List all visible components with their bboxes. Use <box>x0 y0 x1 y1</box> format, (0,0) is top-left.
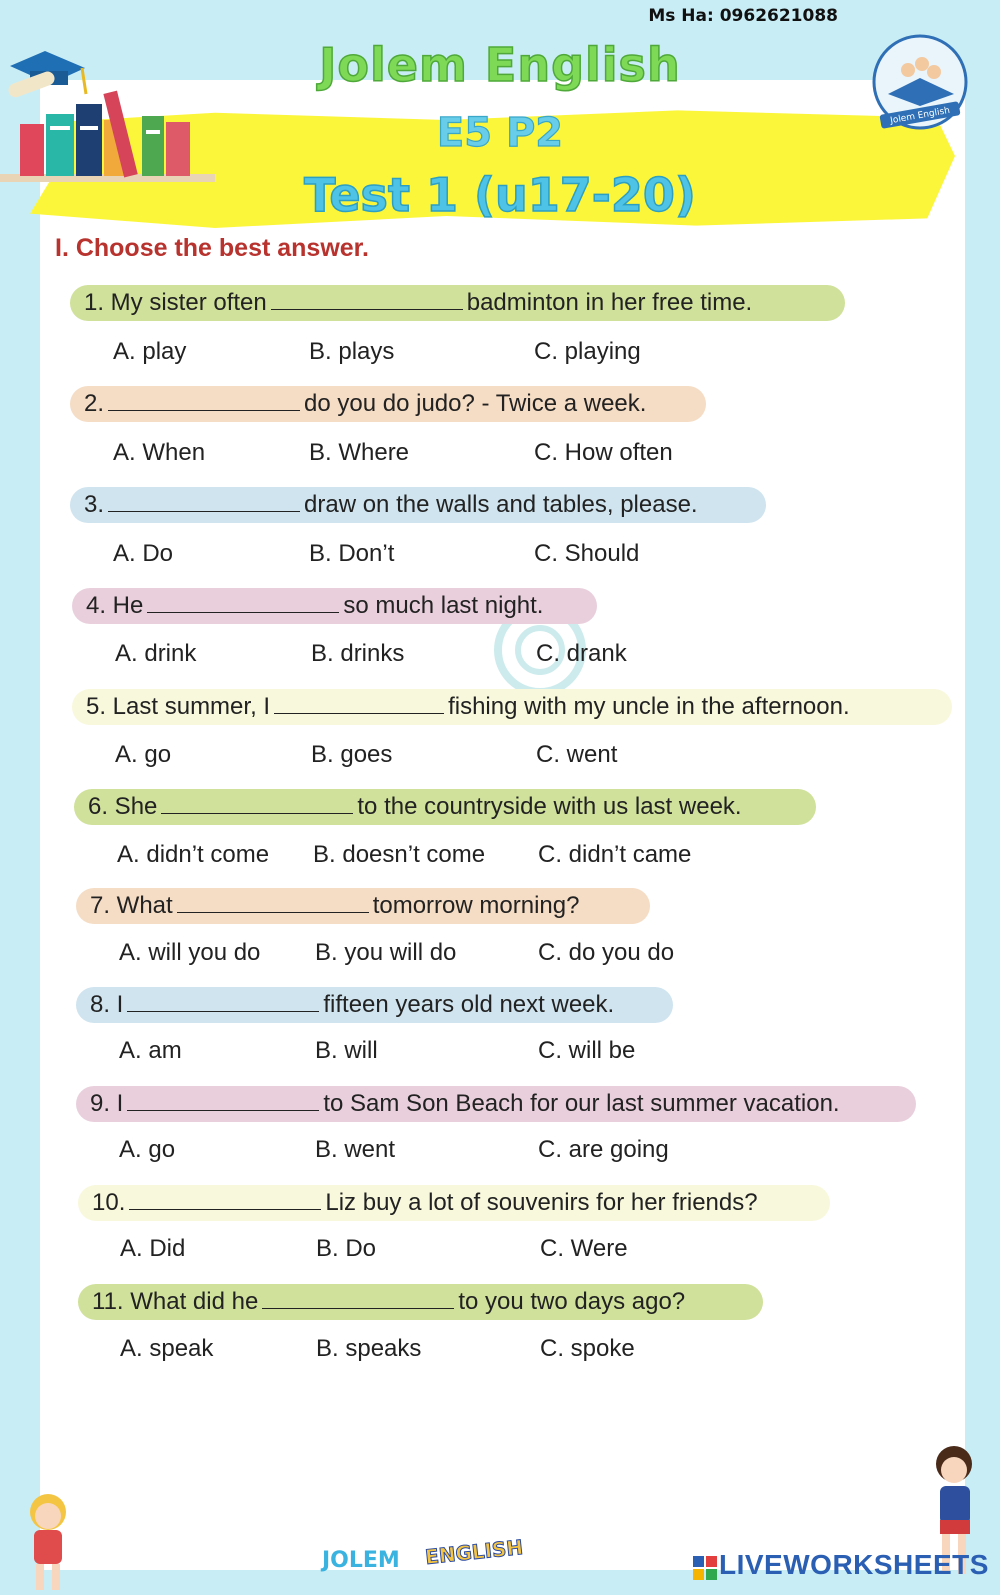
answer-blank[interactable] <box>262 1286 454 1309</box>
option-b[interactable]: B. will <box>315 1037 378 1064</box>
option-a[interactable]: A. drink <box>115 640 197 667</box>
option-a[interactable]: A. When <box>113 439 206 466</box>
question-9 <box>76 1086 916 1122</box>
question-7 <box>76 888 650 924</box>
question-text-before: 4. He <box>86 592 144 619</box>
option-b[interactable]: B. Where <box>309 439 410 466</box>
question-text-after: fifteen years old next week. <box>323 991 615 1018</box>
question-text-after: Liz buy a lot of souvenirs for her friends? <box>325 1189 758 1216</box>
option-a[interactable]: A. go <box>115 741 172 768</box>
question-text-after: badminton in her free time. <box>466 289 753 316</box>
footer-english-logo: ENGLISH <box>424 1534 525 1570</box>
option-a[interactable]: A. didn’t come <box>117 841 270 868</box>
question-11 <box>78 1284 763 1320</box>
option-a[interactable]: A. go <box>119 1136 176 1163</box>
badge-text: Jolem English <box>889 105 951 127</box>
option-c[interactable]: C. are going <box>538 1136 669 1163</box>
answer-blank[interactable] <box>271 287 463 310</box>
question-text-after: fishing with my uncle in the afternoon. <box>448 693 850 720</box>
question-text-before: 3. <box>84 491 105 518</box>
question-text-after: do you do judo? - Twice a week. <box>304 390 647 417</box>
question-text-after: so much last night. <box>343 592 544 619</box>
contact-phone: Ms Ha: 0962621088 <box>648 6 838 26</box>
question-8 <box>76 987 673 1023</box>
question-text-after: to Sam Son Beach for our last summer vacation. <box>323 1090 840 1117</box>
liveworksheets-text: LIVEWORKSHEETS <box>719 1549 989 1580</box>
option-c[interactable]: C. didn’t came <box>538 841 692 868</box>
answer-blank[interactable] <box>147 590 339 613</box>
question-5 <box>72 689 952 725</box>
option-b[interactable]: B. Don’t <box>309 540 395 567</box>
option-b[interactable]: B. speaks <box>316 1335 422 1362</box>
option-c[interactable]: C. How often <box>534 439 673 466</box>
option-c[interactable]: C. spoke <box>540 1335 635 1362</box>
option-b[interactable]: B. doesn’t come <box>313 841 486 868</box>
girl-cartoon-illustration <box>18 1490 78 1595</box>
question-6 <box>74 789 816 825</box>
option-a[interactable]: A. Do <box>113 540 174 567</box>
question-text-before: 11. What did he <box>92 1288 259 1315</box>
question-text-before: 10. <box>92 1189 126 1216</box>
option-b[interactable]: B. drinks <box>311 640 405 667</box>
question-text-before: 2. <box>84 390 105 417</box>
answer-blank[interactable] <box>108 489 300 512</box>
option-a[interactable]: A. will you do <box>119 939 261 966</box>
question-text-after: to the countryside with us last week. <box>357 793 742 820</box>
test-title: Test 1 (u17-20) <box>304 168 696 222</box>
option-c[interactable]: C. Were <box>540 1235 628 1262</box>
question-text-after: to you two days ago? <box>458 1288 686 1315</box>
question-text-after: tomorrow morning? <box>372 892 580 919</box>
answer-blank[interactable] <box>129 1187 321 1210</box>
question-text-before: 9. I <box>90 1090 124 1117</box>
option-b[interactable]: B. goes <box>311 741 393 768</box>
option-c[interactable]: C. playing <box>534 338 641 365</box>
option-c[interactable]: C. drank <box>536 640 627 667</box>
option-b[interactable]: B. plays <box>309 338 395 365</box>
question-text-before: 8. I <box>90 991 124 1018</box>
question-text-before: 7. What <box>90 892 173 919</box>
section-title: I. Choose the best answer. <box>55 234 369 262</box>
option-a[interactable]: A. speak <box>120 1335 214 1362</box>
question-1 <box>70 285 845 321</box>
option-a[interactable]: A. play <box>113 338 187 365</box>
footer-jolem-logo: JOLEM <box>322 1548 400 1573</box>
option-c[interactable]: C. Should <box>534 540 640 567</box>
option-c[interactable]: C. will be <box>538 1037 636 1064</box>
question-text-after: draw on the walls and tables, please. <box>304 491 698 518</box>
question-10 <box>78 1185 830 1221</box>
liveworksheets-logo[interactable] <box>693 1549 989 1581</box>
answer-blank[interactable] <box>274 691 444 714</box>
option-a[interactable]: A. am <box>119 1037 182 1064</box>
question-3 <box>70 487 766 523</box>
question-text-before: 6. She <box>88 793 158 820</box>
option-c[interactable]: C. went <box>536 741 618 768</box>
question-4 <box>72 588 597 624</box>
answer-blank[interactable] <box>161 791 353 814</box>
level-label: E5 P2 <box>436 110 564 156</box>
question-text-before: 1. My sister often <box>84 289 267 316</box>
option-b[interactable]: B. you will do <box>315 939 457 966</box>
question-text-before: 5. Last summer, I <box>86 693 271 720</box>
answer-blank[interactable] <box>108 388 300 411</box>
option-c[interactable]: C. do you do <box>538 939 675 966</box>
option-a[interactable]: A. Did <box>120 1235 186 1262</box>
option-b[interactable]: B. Do <box>316 1235 377 1262</box>
answer-blank[interactable] <box>127 989 319 1012</box>
option-b[interactable]: B. went <box>315 1136 396 1163</box>
liveworksheets-icon <box>693 1556 717 1580</box>
brand-title: Jolem English <box>319 38 681 92</box>
question-2 <box>70 386 706 422</box>
answer-blank[interactable] <box>177 890 369 913</box>
answer-blank[interactable] <box>127 1088 319 1111</box>
